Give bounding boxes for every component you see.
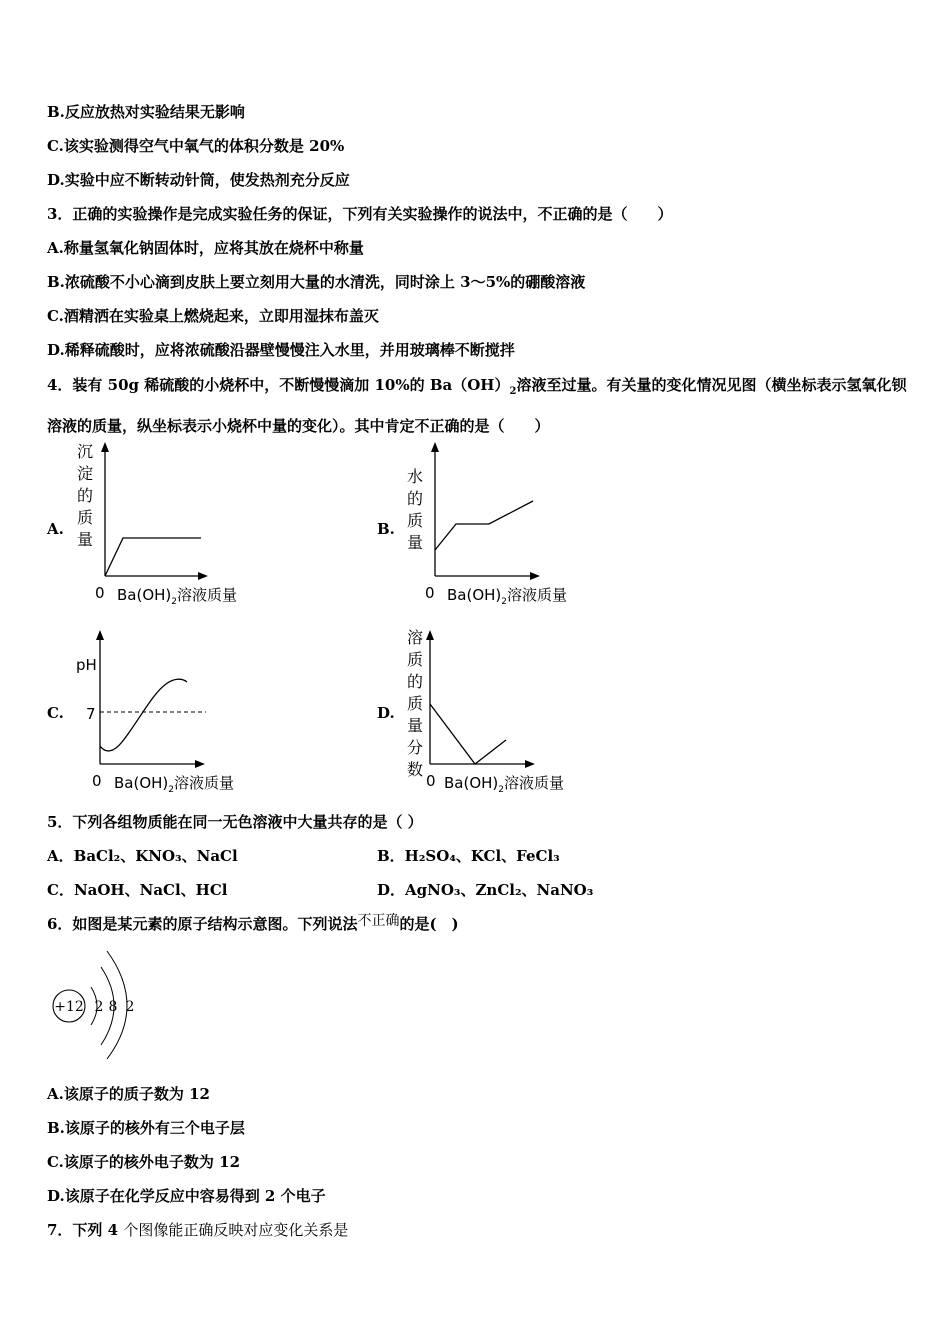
q5-option-b: B．H₂SO₄、KCl、FeCl₃ — [377, 847, 560, 865]
graph-c-tick-7: 7 — [86, 705, 96, 723]
nucleus-charge: +12 — [54, 999, 84, 1015]
graph-d-y-arrow — [426, 630, 434, 640]
shell-1-electrons: 2 — [94, 999, 104, 1015]
graph-b-x-arrow — [530, 572, 540, 580]
q3-option-c: C.酒精洒在实验桌上燃烧起来，立即用湿抹布盖灭 — [47, 307, 379, 325]
q6-stem: 6．如图是某元素的原子结构示意图。下列说法不正确的是( ) — [47, 913, 459, 933]
graph-a-plot — [95, 440, 215, 585]
q3-option-d: D.稀释硫酸时，应将浓硫酸沿器壁慢慢注入水里，并用玻璃棒不断搅拌 — [47, 341, 515, 359]
graph-d-plot — [420, 628, 550, 773]
graph-d-letter: D. — [377, 704, 395, 722]
q5-option-d: D．AgNO₃、ZnCl₂、NaNO₃ — [377, 881, 594, 899]
graph-b-y-arrow — [431, 442, 439, 452]
graph-d-xlabel: $Ba(OH)_2$溶液质量 — [444, 774, 565, 795]
shell-3-electrons: 2 — [125, 999, 135, 1015]
q4-stem: 4．装有 50g 稀硫酸的小烧杯中，不断慢慢滴加 10%的 $Ba(OH)_2$溶液至过量。有关量的变化情况见图（横坐标表示氢氧化钡溶液的质量，纵坐标表示小烧杯中量的变化）。其中肯定不正确的是（ ） — [47, 376, 907, 435]
q3-option-b: B.浓硫酸不小心滴到皮肤上要立刻用大量的水清洗，同时涂上 3～5%的硼酸溶液 — [47, 273, 586, 291]
q6-option-d: D.该原子在化学反应中容易得到 2 个电子 — [47, 1187, 326, 1205]
graph-c-ylabel: pH — [76, 656, 97, 674]
q6-option-a: A.该原子的质子数为 12 — [47, 1085, 210, 1103]
graph-b-plot — [425, 440, 555, 585]
graph-b-xlabel: $Ba(OH)_2$溶液质量 — [447, 586, 568, 607]
graph-a-y-arrow — [101, 442, 109, 452]
graph-c-plot — [90, 628, 220, 773]
q2-option-c: C.该实验测得空气中氧气的体积分数是 20% — [47, 137, 345, 155]
shell-2-electrons: 8 — [108, 999, 118, 1015]
graph-d-x-arrow — [525, 760, 535, 768]
q5-option-c: C．NaOH、NaCl、HCl — [47, 881, 228, 899]
graph-b-curve — [435, 501, 533, 550]
graph-c-curve — [100, 679, 187, 751]
q2-option-b: B.反应放热对实验结果无影响 — [47, 103, 245, 121]
atom-structure-diagram — [45, 945, 155, 1060]
q3-option-a: A.称量氢氧化钠固体时，应将其放在烧杯中称量 — [47, 239, 364, 257]
q7-stem: 7．下列 4 个图像能正确反映对应变化关系是 — [47, 1221, 349, 1239]
graph-d-curve — [430, 704, 506, 764]
graph-a-x-arrow — [198, 572, 208, 580]
q6-option-c: C.该原子的核外电子数为 12 — [47, 1153, 241, 1171]
graph-c-origin: 0 — [92, 772, 102, 790]
graph-a-letter: A. — [47, 520, 64, 538]
q5-option-a: A．BaCl₂、KNO₃、NaCl — [47, 847, 238, 865]
graph-b-origin: 0 — [425, 584, 435, 602]
graph-c-letter: C. — [47, 704, 64, 722]
q6-option-b: B.该原子的核外有三个电子层 — [47, 1119, 245, 1137]
q3-stem: 3．正确的实验操作是完成实验任务的保证，下列有关实验操作的说法中，不正确的是（ ） — [47, 205, 673, 223]
graph-d-origin: 0 — [426, 772, 436, 790]
graph-b-letter: B. — [377, 520, 395, 538]
graph-a-origin: 0 — [95, 584, 105, 602]
graph-a-curve — [105, 538, 201, 576]
graph-c-y-arrow — [96, 630, 104, 640]
graph-a-xlabel: $Ba(OH)_2$溶液质量 — [117, 586, 238, 607]
graph-c-x-arrow — [195, 760, 205, 768]
q2-option-d: D.实验中应不断转动针筒，使发热剂充分反应 — [47, 171, 350, 189]
graph-c-xlabel: $Ba(OH)_2$溶液质量 — [114, 774, 235, 795]
q5-stem: 5．下列各组物质能在同一无色溶液中大量共存的是（ ） — [47, 813, 423, 831]
